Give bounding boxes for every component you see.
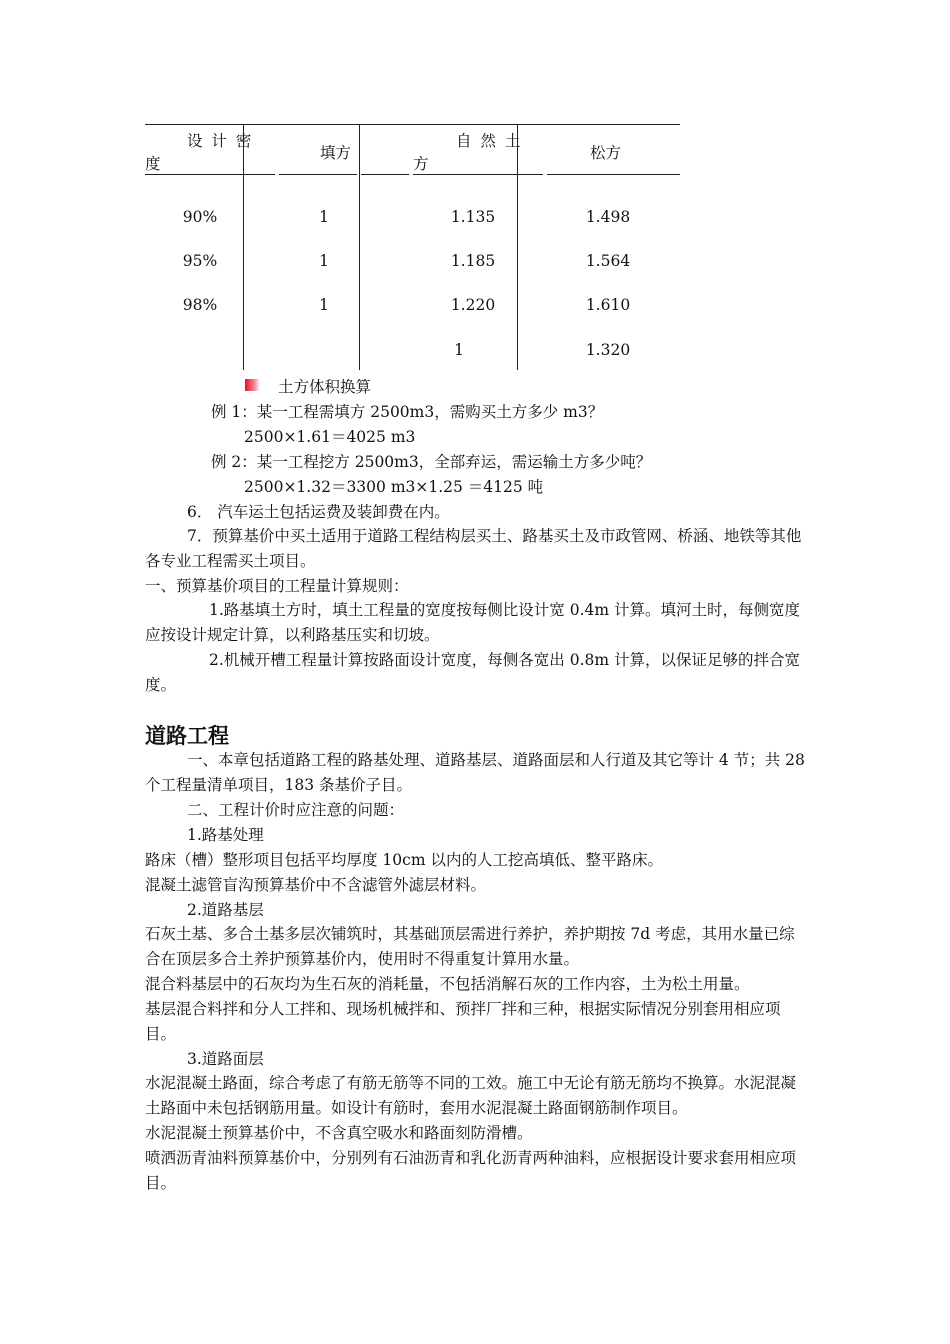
table-top-rule bbox=[145, 124, 680, 125]
table-header-rule bbox=[145, 174, 275, 175]
header-fill: 填方 bbox=[320, 144, 352, 162]
paragraph: 水泥混凝土路面，综合考虑了有筋无筋等不同的工效。施工中无论有筋无筋均不换算。水泥混凝土路面中未包括钢筋用量。如设计有筋时，套用水泥混凝土路面钢筋制作项目。 bbox=[145, 1074, 797, 1117]
paragraph: 石灰土基、多合土基多层次铺筑时，其基础顶层需进行养护，养护期按 7d 考虑，其用水量已综合在顶层多合土养护预算基价内，使用时不得重复计算用水量。 bbox=[145, 925, 795, 968]
table-col-divider bbox=[359, 124, 360, 370]
paragraph: 混凝土滤管盲沟预算基价中不含滤管外滤层材料。 bbox=[145, 876, 487, 894]
paragraph: 路床（槽）整形项目包括平均厚度 10cm 以内的人工挖高填低、整平路床。 bbox=[145, 851, 663, 869]
table-cell: 98% bbox=[182, 296, 218, 314]
calc-1: 2500×1.61＝4025 m3 bbox=[244, 428, 416, 446]
table-header-rule bbox=[413, 174, 543, 175]
paragraph: 水泥混凝土预算基价中，不含真空吸水和路面刻防滑槽。 bbox=[145, 1124, 533, 1142]
notes-title: 二、工程计价时应注意的问题： bbox=[187, 801, 405, 819]
table-cell: 90% bbox=[182, 208, 218, 226]
paragraph: 基层混合料拌和分人工拌和、现场机械拌和、预拌厂拌和三种，根据实际情况分别套用相应项目。 bbox=[145, 1000, 781, 1043]
header-natural-soil-1: 自 然 土 bbox=[456, 132, 523, 150]
table-cell: 1.220 bbox=[450, 296, 496, 314]
table-cell: 1.320 bbox=[585, 341, 631, 359]
section-intro: 一、本章包括道路工程的路基处理、道路基层、道路面层和人行道及其它等计 4 节；共 28 个工程量清单项目，183 条基价子目。 bbox=[145, 751, 805, 794]
rule-1: 1.路基填土方时，填土工程量的宽度按每侧比设计宽 0.4m 计算。填河土时，每侧宽度应按设计规定计算，以利路基压实和切坡。 bbox=[145, 601, 800, 644]
table-col-divider bbox=[243, 124, 244, 370]
item-6: 6． 汽车运土包括运费及装卸费在内。 bbox=[187, 503, 450, 521]
calc-2: 2500×1.32＝3300 m3×1.25 ＝4125 吨 bbox=[244, 478, 544, 496]
table-col-divider bbox=[517, 124, 518, 370]
paragraph: 喷洒沥青油料预算基价中，分别列有石油沥青和乳化沥青两种油料，应根据设计要求套用相应项目。 bbox=[145, 1149, 797, 1192]
table-cell: 1.498 bbox=[585, 208, 631, 226]
red-bullet-icon bbox=[245, 379, 259, 391]
table-cell: 1 bbox=[319, 296, 329, 314]
table-cell: 1 bbox=[319, 252, 329, 270]
table-cell: 1 bbox=[454, 341, 464, 359]
header-design-density-1: 设 计 密 bbox=[187, 132, 254, 150]
bullet-title: 土方体积换算 bbox=[278, 378, 372, 396]
table-cell: 1 bbox=[319, 208, 329, 226]
table-cell: 1.564 bbox=[585, 252, 631, 270]
subsection-title: 3.道路面层 bbox=[187, 1050, 264, 1068]
header-design-density-2: 度 bbox=[145, 155, 161, 173]
example-2: 例 2：某一工程挖方 2500m3，全部弃运，需运输土方多少吨？ bbox=[211, 453, 652, 471]
rule-2: 2.机械开槽工程量计算按路面设计宽度，每侧各宽出 0.8m 计算，以保证足够的拌合宽度。 bbox=[145, 651, 800, 694]
header-loose: 松方 bbox=[590, 144, 622, 162]
table-cell: 1.610 bbox=[585, 296, 631, 314]
table-cell: 1.135 bbox=[450, 208, 496, 226]
section-heading: 道路工程 bbox=[145, 724, 229, 748]
header-natural-soil-2: 方 bbox=[413, 155, 429, 173]
paragraph: 混合料基层中的石灰均为生石灰的消耗量，不包括消解石灰的工作内容，土为松土用量。 bbox=[145, 975, 750, 993]
table-header-rule bbox=[547, 174, 680, 175]
item-7: 7．预算基价中买土适用于道路工程结构层买土、路基买土及市政管网、桥涵、地铁等其他各专业工程需买土项目。 bbox=[145, 527, 802, 570]
rules-title: 一、预算基价项目的工程量计算规则： bbox=[145, 577, 409, 595]
example-1: 例 1：某一工程需填方 2500m3，需购买土方多少 m3？ bbox=[211, 403, 604, 421]
subsection-title: 1.路基处理 bbox=[187, 826, 264, 844]
table-header-rule bbox=[361, 174, 409, 175]
subsection-title: 2.道路基层 bbox=[187, 901, 264, 919]
table-cell: 1.185 bbox=[450, 252, 496, 270]
table-cell: 95% bbox=[182, 252, 218, 270]
table-header-rule bbox=[279, 174, 357, 175]
